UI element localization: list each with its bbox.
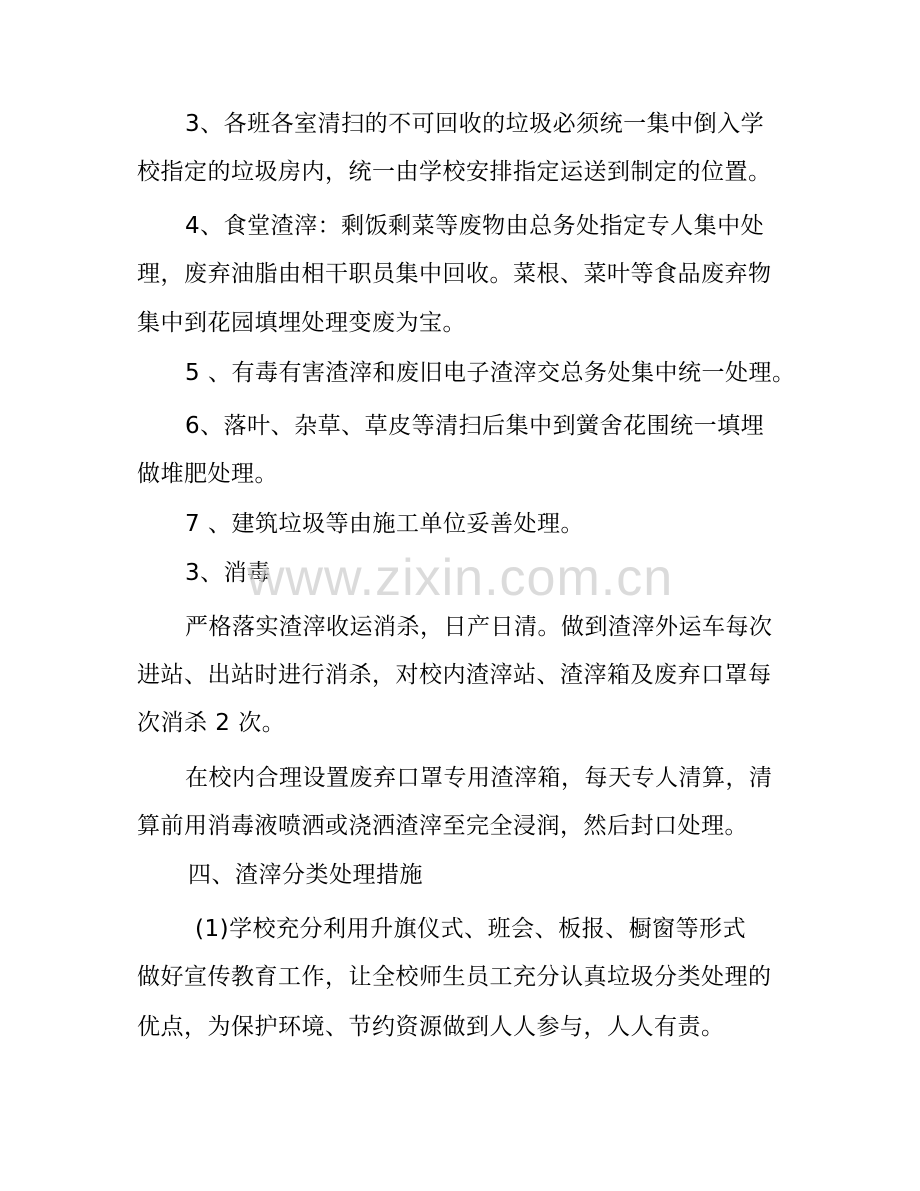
paragraph-line: 在校内合理设置废弃口罩专用渣滓箱，每天专人清算，清 [185, 765, 773, 791]
section-heading: 3、消毒 [185, 560, 271, 586]
paragraph-line: 集中到花园填埋处理变废为宝。 [137, 310, 466, 336]
paragraph-line: 5 、有毒有害渣滓和废旧电子渣滓交总务处集中统一处理。 [185, 360, 796, 386]
paragraph-line: 算前用消毒液喷洒或浇洒渣滓至完全浸润，然后封口处理。 [137, 813, 748, 839]
paragraph-line: 严格落实渣滓收运消杀，日产日清。做到渣滓外运车每次 [185, 614, 773, 640]
paragraph-line: 次消杀 2 次。 [137, 710, 286, 736]
paragraph-line: 3、各班各室清扫的不可回收的垃圾必须统一集中倒入学 [185, 111, 765, 137]
watermark: www.zixin.com.cn [246, 549, 674, 607]
paragraph-line: 理，废弃油脂由相干职员集中回收。菜根、菜叶等食品废弃物 [137, 261, 772, 287]
paragraph-line: 校指定的垃圾房内，统一由学校安排指定运送到制定的位置。 [137, 159, 772, 185]
paragraph-line: 4、食堂渣滓：剩饭剩菜等废物由总务处指定专人集中处 [185, 213, 765, 239]
paragraph-line: 优点，为保护环境、节约资源做到人人参与，人人有责。 [137, 1014, 725, 1040]
paragraph-line: 7 、建筑垃圾等由施工单位妥善处理。 [185, 511, 584, 537]
paragraph-line: 进站、出站时进行消杀，对校内渣滓站、渣滓箱及废弃口罩每 [137, 662, 772, 688]
paragraph-line: 做堆肥处理。 [137, 461, 278, 487]
paragraph-line: (1)学校充分利用升旗仪式、班会、板报、橱窗等形式 [195, 916, 747, 942]
section-heading: 四、渣滓分类处理措施 [188, 862, 423, 888]
paragraph-line: 6、落叶、杂草、草皮等清扫后集中到黉舍花围统一填埋 [185, 413, 765, 439]
paragraph-line: 做好宣传教育工作，让全校师生员工充分认真垃圾分类处理的 [137, 964, 772, 990]
